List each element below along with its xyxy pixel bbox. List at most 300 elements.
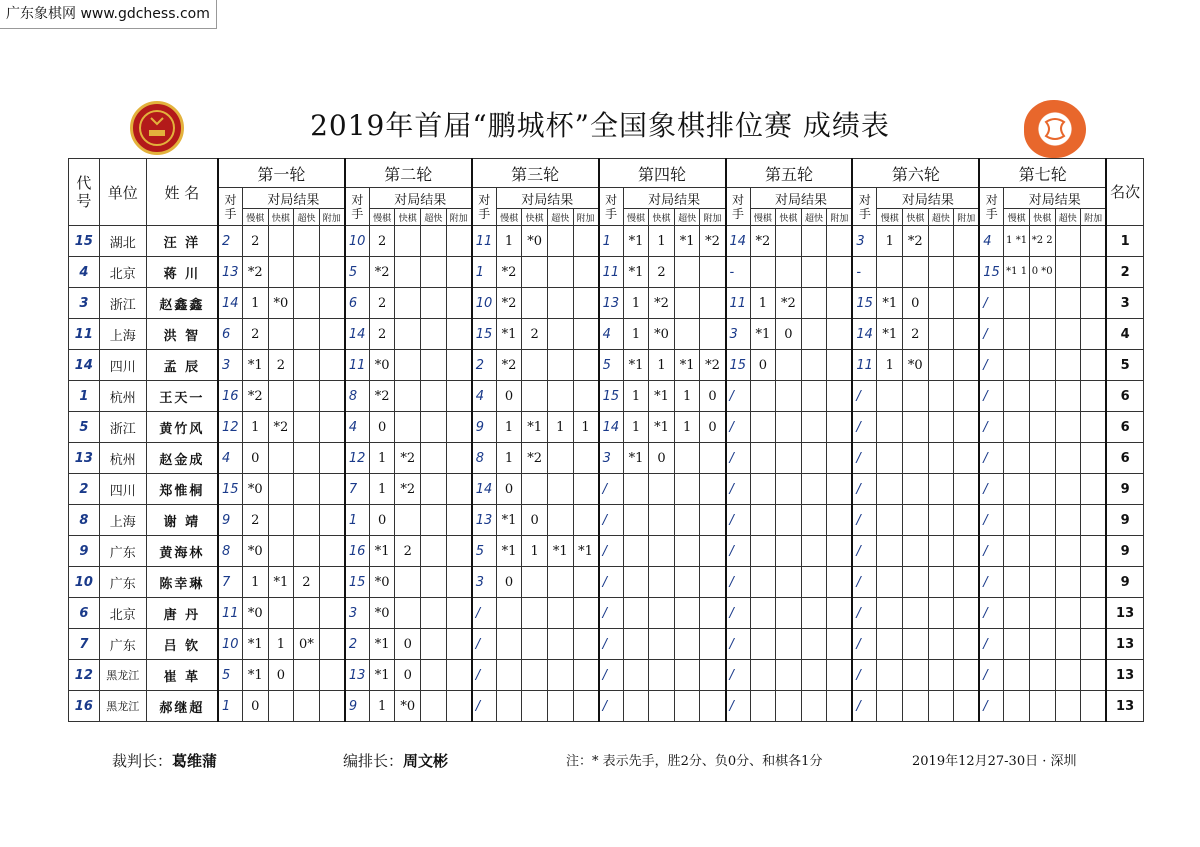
game-score (776, 691, 802, 722)
game-score (1081, 257, 1107, 288)
game-score: *1 (623, 443, 649, 474)
opponent-code: / (979, 660, 1004, 691)
game-score (319, 691, 345, 722)
game-score: 2 (369, 319, 395, 350)
player-name: 赵鑫鑫 (146, 288, 218, 319)
referee-line (112, 750, 217, 771)
game-score (649, 691, 675, 722)
game-score: *1 (522, 412, 548, 443)
game-score (319, 381, 345, 412)
game-score (573, 505, 599, 536)
opponent-code: / (979, 288, 1004, 319)
opponent-code: 1 (345, 505, 370, 536)
game-score (776, 226, 802, 257)
game-score (1029, 443, 1055, 474)
player-name: 崔 革 (146, 660, 218, 691)
game-score (1081, 350, 1107, 381)
game-score (395, 567, 421, 598)
game-score (700, 691, 726, 722)
player-code: 15 (69, 226, 100, 257)
game-score (268, 474, 294, 505)
player-code: 12 (69, 660, 100, 691)
game-score (1081, 536, 1107, 567)
game-score (903, 629, 929, 660)
game-score (395, 288, 421, 319)
game-score (421, 319, 447, 350)
game-type-header: 快棋 (522, 209, 548, 226)
game-score (1055, 536, 1081, 567)
game-score (446, 536, 472, 567)
game-score (294, 257, 320, 288)
round-header: 第三轮 (472, 159, 599, 188)
game-score: *0 (903, 350, 929, 381)
player-unit: 浙江 (99, 288, 146, 319)
game-score (294, 660, 320, 691)
game-score (522, 629, 548, 660)
opponent-code: - (852, 257, 877, 288)
game-score (954, 443, 980, 474)
game-score: *1 (877, 319, 903, 350)
game-score (547, 226, 573, 257)
player-row (69, 350, 1144, 381)
opponent-code: 4 (345, 412, 370, 443)
opponent-code: 13 (472, 505, 497, 536)
header-rank: 名次 (1106, 159, 1143, 226)
game-score: *1 (674, 350, 700, 381)
game-score (776, 350, 802, 381)
player-code: 16 (69, 691, 100, 722)
player-code: 11 (69, 319, 100, 350)
game-score (573, 226, 599, 257)
game-score: 0 (776, 319, 802, 350)
game-score (928, 412, 954, 443)
game-score (1004, 381, 1030, 412)
game-score: 2 (268, 350, 294, 381)
game-score (1029, 660, 1055, 691)
game-score (1081, 319, 1107, 350)
opponent-code: 5 (218, 660, 243, 691)
game-score: *1 1 (1004, 257, 1030, 288)
opponent-header: 对手 (852, 188, 877, 226)
opponent-code: 3 (852, 226, 877, 257)
game-score (877, 505, 903, 536)
header-name: 姓 名 (146, 159, 218, 226)
game-score: *2 (243, 381, 269, 412)
game-score (446, 691, 472, 722)
game-score (573, 319, 599, 350)
game-score: *0 (369, 350, 395, 381)
game-score (446, 350, 472, 381)
game-score (294, 412, 320, 443)
opponent-code: 3 (472, 567, 497, 598)
game-score (827, 660, 853, 691)
game-score (547, 660, 573, 691)
game-score: *2 (649, 288, 675, 319)
game-score: *1 (623, 226, 649, 257)
opponent-code: 15 (599, 381, 624, 412)
game-score (801, 505, 827, 536)
game-score: 0 (369, 505, 395, 536)
opponent-code: / (852, 660, 877, 691)
game-score (1081, 443, 1107, 474)
game-score (268, 257, 294, 288)
game-score (1055, 381, 1081, 412)
game-score (750, 257, 776, 288)
game-score: 1 (369, 691, 395, 722)
game-score: *2 (750, 226, 776, 257)
game-score (928, 288, 954, 319)
game-score (903, 598, 929, 629)
game-score (877, 257, 903, 288)
result-header: 对局结果 (750, 188, 852, 209)
game-score (294, 691, 320, 722)
opponent-code: / (472, 598, 497, 629)
game-score (649, 536, 675, 567)
game-score: 0 (268, 660, 294, 691)
game-score (522, 288, 548, 319)
game-score (776, 629, 802, 660)
game-score (700, 598, 726, 629)
game-score (1004, 567, 1030, 598)
game-type-header: 快棋 (395, 209, 421, 226)
game-score (801, 412, 827, 443)
opponent-code: 6 (345, 288, 370, 319)
player-rank: 3 (1106, 288, 1143, 319)
game-score: *1 (573, 536, 599, 567)
opponent-code: / (979, 474, 1004, 505)
referee-label: 裁判长： (112, 752, 173, 770)
game-score: *2 (700, 226, 726, 257)
game-score (776, 598, 802, 629)
game-score (700, 443, 726, 474)
opponent-header: 对手 (218, 188, 243, 226)
player-name: 谢 靖 (146, 505, 218, 536)
player-rank: 1 (1106, 226, 1143, 257)
opponent-code: 11 (218, 598, 243, 629)
game-score (801, 381, 827, 412)
game-score: *1 (496, 505, 522, 536)
game-score (294, 319, 320, 350)
game-score (674, 257, 700, 288)
game-score: 0 *0 (1029, 257, 1055, 288)
opponent-code: 15 (345, 567, 370, 598)
game-score (801, 629, 827, 660)
opponent-code: 2 (472, 350, 497, 381)
opponent-code: 15 (979, 257, 1004, 288)
game-score: 2 (243, 505, 269, 536)
game-score: 1 (649, 226, 675, 257)
game-score: *1 (623, 350, 649, 381)
player-code: 5 (69, 412, 100, 443)
game-score (421, 567, 447, 598)
game-score (522, 257, 548, 288)
game-score: 2 (522, 319, 548, 350)
opponent-code: 12 (218, 412, 243, 443)
game-score (827, 350, 853, 381)
game-score (674, 567, 700, 598)
game-score (319, 505, 345, 536)
header-code: 代号 (69, 159, 100, 226)
game-score (573, 567, 599, 598)
opponent-header: 对手 (979, 188, 1004, 226)
game-score: *2 (776, 288, 802, 319)
game-score: 1 (623, 381, 649, 412)
opponent-code: / (979, 319, 1004, 350)
round-header: 第七轮 (979, 159, 1106, 188)
game-score (750, 691, 776, 722)
game-score (954, 691, 980, 722)
game-score (928, 567, 954, 598)
game-score (623, 598, 649, 629)
opponent-code: 7 (218, 567, 243, 598)
game-score (674, 598, 700, 629)
game-score: *0 (243, 598, 269, 629)
opponent-code: 7 (345, 474, 370, 505)
game-score: *0 (268, 288, 294, 319)
game-score (623, 691, 649, 722)
game-score (1055, 691, 1081, 722)
opponent-header: 对手 (345, 188, 370, 226)
opponent-code: / (979, 350, 1004, 381)
game-score (649, 598, 675, 629)
game-type-header: 快棋 (903, 209, 929, 226)
game-score (1029, 536, 1055, 567)
arranger-line (343, 750, 448, 771)
game-score: 0 (496, 567, 522, 598)
game-score (700, 288, 726, 319)
game-score: 1 (522, 536, 548, 567)
player-row (69, 412, 1144, 443)
game-score: 2 (369, 226, 395, 257)
game-score (649, 474, 675, 505)
game-score (319, 350, 345, 381)
game-score (421, 691, 447, 722)
game-score: 1 *1 (1004, 226, 1030, 257)
game-score (1029, 691, 1055, 722)
game-score (776, 536, 802, 567)
game-score (750, 598, 776, 629)
game-type-header: 超快 (294, 209, 320, 226)
game-score (1004, 288, 1030, 319)
game-score (827, 536, 853, 567)
opponent-code: 14 (472, 474, 497, 505)
player-row (69, 691, 1144, 722)
game-score (801, 443, 827, 474)
game-score: *2 (243, 257, 269, 288)
game-score (446, 443, 472, 474)
game-score (827, 288, 853, 319)
player-row (69, 257, 1144, 288)
game-score (674, 691, 700, 722)
game-score (750, 567, 776, 598)
player-rank: 6 (1106, 412, 1143, 443)
game-score (801, 598, 827, 629)
game-score (954, 474, 980, 505)
player-rank: 6 (1106, 443, 1143, 474)
game-score (928, 691, 954, 722)
game-score (268, 691, 294, 722)
game-score (294, 381, 320, 412)
opponent-code: / (726, 660, 751, 691)
opponent-code: / (852, 443, 877, 474)
game-score (1081, 412, 1107, 443)
player-row (69, 443, 1144, 474)
game-score: *0 (395, 691, 421, 722)
game-score (1055, 567, 1081, 598)
game-score (1055, 257, 1081, 288)
opponent-code: / (726, 567, 751, 598)
game-score (319, 598, 345, 629)
game-score (268, 226, 294, 257)
game-score (522, 691, 548, 722)
game-score (750, 412, 776, 443)
opponent-code: / (852, 691, 877, 722)
game-score (319, 629, 345, 660)
game-score (1081, 226, 1107, 257)
game-score: 0 (700, 381, 726, 412)
game-score (496, 660, 522, 691)
game-score (319, 443, 345, 474)
opponent-code: / (726, 381, 751, 412)
round-header: 第四轮 (599, 159, 726, 188)
opponent-code: / (726, 536, 751, 567)
player-unit: 黑龙江 (99, 660, 146, 691)
opponent-code: / (599, 474, 624, 505)
player-unit: 上海 (99, 319, 146, 350)
opponent-code: / (726, 505, 751, 536)
game-score (928, 226, 954, 257)
opponent-code: 12 (345, 443, 370, 474)
player-name: 蒋 川 (146, 257, 218, 288)
game-score (1029, 350, 1055, 381)
game-score (750, 629, 776, 660)
opponent-code: 4 (979, 226, 1004, 257)
game-type-header: 附加 (700, 209, 726, 226)
game-score (954, 288, 980, 319)
player-unit: 北京 (99, 598, 146, 629)
game-score: *1 (268, 567, 294, 598)
game-score (522, 381, 548, 412)
player-name: 王天一 (146, 381, 218, 412)
game-score (395, 412, 421, 443)
game-type-header: 慢棋 (877, 209, 903, 226)
arranger-label: 编排长： (343, 752, 404, 770)
game-score (674, 536, 700, 567)
game-score (801, 660, 827, 691)
game-score: 2 (369, 288, 395, 319)
game-type-header: 慢棋 (496, 209, 522, 226)
opponent-code: 8 (345, 381, 370, 412)
player-unit: 黑龙江 (99, 691, 146, 722)
game-score: 0 (903, 288, 929, 319)
results-table (68, 158, 1144, 722)
game-score (573, 598, 599, 629)
opponent-code: 3 (599, 443, 624, 474)
player-code: 4 (69, 257, 100, 288)
opponent-code: 14 (852, 319, 877, 350)
player-name: 黄竹风 (146, 412, 218, 443)
game-score (801, 691, 827, 722)
game-score (954, 412, 980, 443)
game-score: *1 (649, 381, 675, 412)
game-score (623, 505, 649, 536)
game-score (623, 536, 649, 567)
game-score (1004, 319, 1030, 350)
game-score (547, 319, 573, 350)
game-score (1029, 567, 1055, 598)
game-score (319, 567, 345, 598)
player-rank: 5 (1106, 350, 1143, 381)
opponent-code: 13 (218, 257, 243, 288)
game-score (446, 412, 472, 443)
game-type-header: 超快 (674, 209, 700, 226)
player-rank: 13 (1106, 691, 1143, 722)
game-score: 2 (243, 226, 269, 257)
game-score (801, 319, 827, 350)
opponent-code: / (979, 567, 1004, 598)
game-score (827, 474, 853, 505)
game-score (776, 474, 802, 505)
game-score (1081, 660, 1107, 691)
game-score (1004, 536, 1030, 567)
opponent-code: 11 (599, 257, 624, 288)
game-score: 1 (496, 226, 522, 257)
game-score: 2 (243, 319, 269, 350)
game-score (1004, 598, 1030, 629)
opponent-code: 14 (218, 288, 243, 319)
game-type-header: 慢棋 (1004, 209, 1030, 226)
game-score (421, 412, 447, 443)
opponent-code: - (726, 257, 751, 288)
game-score (801, 226, 827, 257)
player-code: 10 (69, 567, 100, 598)
game-score: 0 (649, 443, 675, 474)
player-unit: 广东 (99, 536, 146, 567)
opponent-code: / (979, 412, 1004, 443)
game-score (623, 474, 649, 505)
game-score (1029, 505, 1055, 536)
game-score (421, 660, 447, 691)
game-score (395, 598, 421, 629)
game-score (827, 629, 853, 660)
player-name: 洪 智 (146, 319, 218, 350)
game-score (421, 629, 447, 660)
game-score: 1 (623, 319, 649, 350)
opponent-code: / (726, 412, 751, 443)
opponent-code: 9 (472, 412, 497, 443)
arranger-name: 周文彬 (403, 752, 449, 770)
player-row (69, 381, 1144, 412)
game-score (954, 567, 980, 598)
game-score: *2 (395, 443, 421, 474)
game-score: *1 (623, 257, 649, 288)
game-score (421, 381, 447, 412)
opponent-code: 14 (345, 319, 370, 350)
opponent-code: 13 (345, 660, 370, 691)
game-score (1029, 412, 1055, 443)
opponent-code: 11 (345, 350, 370, 381)
game-score (928, 536, 954, 567)
player-name: 黄海林 (146, 536, 218, 567)
game-score (573, 660, 599, 691)
game-score: 1 (674, 412, 700, 443)
game-score (522, 567, 548, 598)
game-score (1004, 350, 1030, 381)
game-score: *2 (395, 474, 421, 505)
opponent-code: 4 (599, 319, 624, 350)
game-score (573, 629, 599, 660)
game-score (522, 660, 548, 691)
